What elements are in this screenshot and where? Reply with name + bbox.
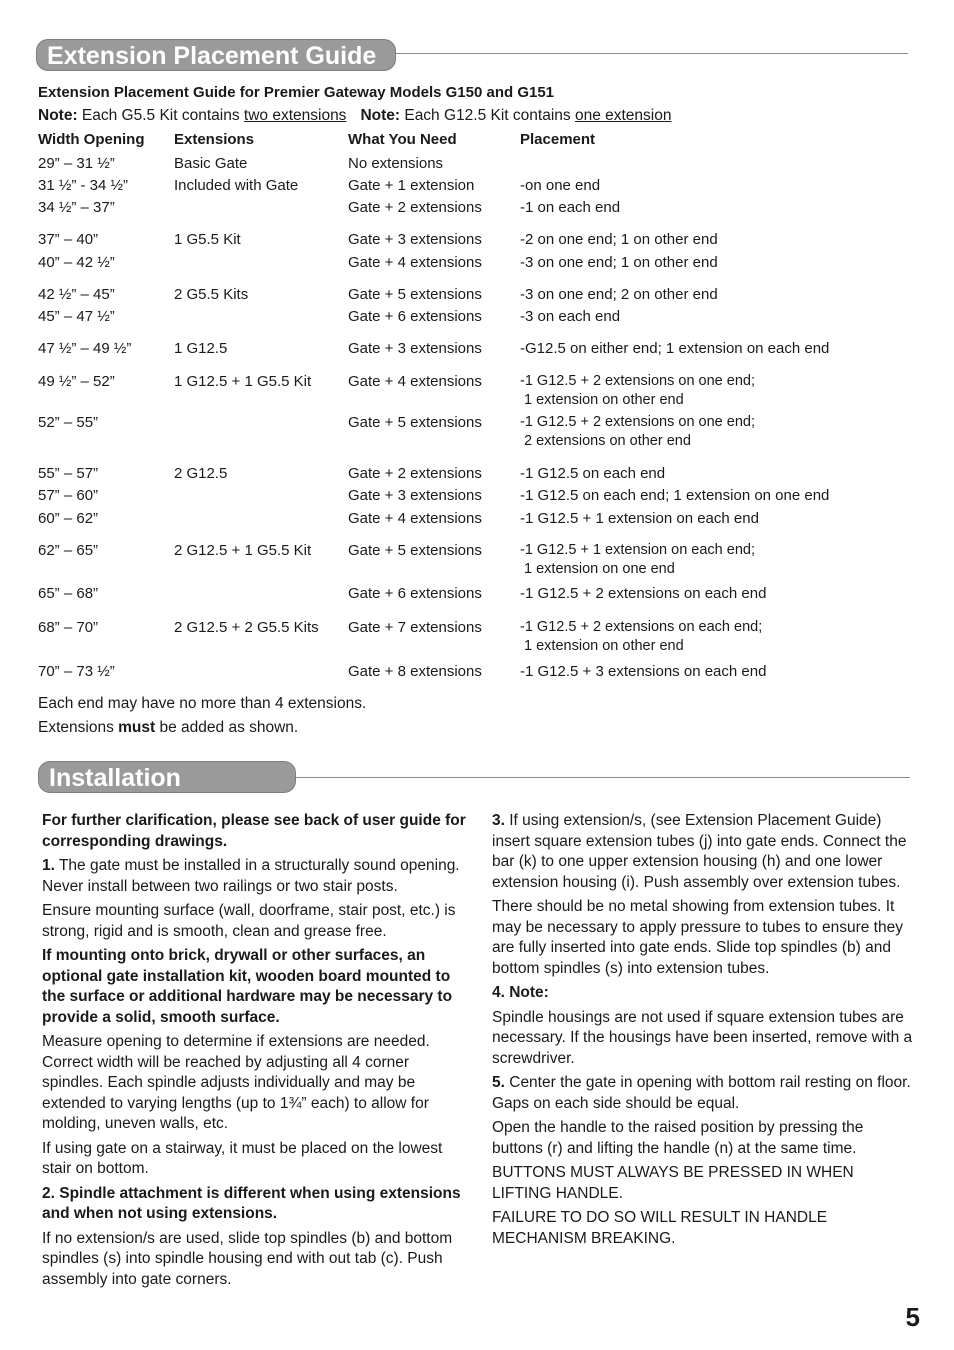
install-paragraph: [492, 1208, 917, 1249]
cell-width: [38, 230, 98, 250]
cell-need-text: Gate + 6 extensions: [348, 308, 482, 325]
install-paragraph: [492, 897, 917, 979]
cell-ext-text: 2 G12.5: [174, 465, 228, 482]
cell-width: [38, 154, 115, 174]
cell-need-text: Gate + 3 extensions: [348, 231, 482, 248]
cell-need: [348, 584, 482, 604]
paragraph-text: There should be no metal showing from extension tubes. It may be necessary to apply pressure to tubes to ensure they are fully inserted into gate ends. Slide top spindles (b) and bottom spindles (s) into extension tubes.: [492, 898, 903, 977]
cell-width: [38, 464, 98, 484]
cell-width: [38, 584, 98, 604]
cell-ext-text: 2 G5.5 Kits: [174, 286, 249, 303]
cell-ext-text: 2 G12.5 + 2 G5.5 Kits: [174, 619, 319, 636]
cell-need: [348, 253, 482, 273]
install-paragraph: [42, 1229, 467, 1291]
note1-label: Note:: [38, 107, 78, 124]
header-placement: Placement: [520, 131, 596, 148]
cell-place: [520, 618, 762, 656]
paragraph-text: If no extension/s are used, slide top spindles (b) and bottom spindles (s) into spindle housing end with out tab (c). Push assembly into gate corners.: [42, 1229, 453, 1288]
cell-width-text: 29” – 31 ½”: [38, 155, 115, 172]
cell-ext: [174, 618, 319, 638]
paragraph-text: FAILURE TO DO SO WILL RESULT IN HANDLE MECHANISM BREAKING.: [492, 1209, 828, 1247]
cell-width: [38, 541, 98, 561]
cell-place-text: -2 on one end; 1 on other end: [520, 231, 718, 248]
page-number: 5: [905, 1302, 920, 1332]
max-extensions-note: Each end may have no more than 4 extensions.: [38, 695, 367, 712]
paragraph-text: Spindle housings are not used if square extension tubes are necessary. If the housings have been inserted, remove with a screwdriver.: [492, 1008, 913, 1067]
paragraph-text: Ensure mounting surface (wall, doorframe, stair post, etc.) is strong, rigid and is smooth, clean and grease free.: [42, 902, 456, 940]
cell-place: [520, 509, 759, 529]
install-paragraph: [42, 856, 467, 897]
cell-place-text: -1 G12.5 + 2 extensions on one end;: [520, 414, 755, 430]
placement-section-title: Extension Placement Guide: [36, 39, 396, 71]
cell-ext-text: 1 G5.5 Kit: [174, 231, 241, 248]
paragraph-text: The gate must be installed in a structurally sound opening. Never install between two railings or two stair posts.: [42, 857, 460, 895]
note1-underline: two extensions: [243, 107, 347, 124]
cell-place: [520, 307, 620, 327]
step-number: 1.: [42, 857, 55, 874]
cell-width-text: 42 ½” – 45”: [38, 286, 115, 303]
install-paragraph: [492, 811, 917, 893]
paragraph-text: BUTTONS MUST ALWAYS BE PRESSED IN WHEN LIFTING HANDLE.: [492, 1164, 854, 1202]
paragraph-text: If using extension/s, (see Extension Placement Guide) insert square extension tubes (j) into gate ends. Connect the bar (k) to one upper extension housing (h) and one lower extension housing (i). Push assembly over extension tubes.: [492, 812, 907, 891]
cell-width: [38, 198, 115, 218]
cell-width: [38, 176, 128, 196]
cell-place: [520, 662, 766, 682]
cell-ext-text: 1 G12.5 + 1 G5.5 Kit: [174, 373, 312, 390]
cell-width-text: 60” – 62”: [38, 510, 99, 527]
must-add-note: [38, 719, 298, 737]
cell-place-text: -1 G12.5 + 2 extensions on each end: [520, 585, 767, 602]
cell-ext: [174, 339, 227, 359]
cell-need-text: Gate + 5 extensions: [348, 414, 482, 431]
install-paragraph: [42, 1032, 467, 1135]
cell-place-continued: 1 extension on other end: [520, 392, 684, 408]
cell-ext-text: Included with Gate: [174, 177, 299, 194]
cell-need: [348, 339, 482, 359]
install-paragraph: [492, 1008, 917, 1070]
cell-width: [38, 662, 115, 682]
cell-ext: [174, 541, 311, 561]
cell-need-text: Gate + 3 extensions: [348, 340, 482, 357]
installation-left-column: [42, 811, 467, 1294]
cell-place: [520, 230, 718, 250]
cell-place-text: -3 on each end: [520, 308, 621, 325]
cell-width-text: 70” – 73 ½”: [38, 663, 115, 680]
cell-place: [520, 584, 766, 604]
installation-section-title: Installation: [38, 761, 296, 793]
cell-ext-text: 2 G12.5 + 1 G5.5 Kit: [174, 542, 312, 559]
cell-need: [348, 464, 482, 484]
install-paragraph: [492, 983, 917, 1004]
cell-need-text: Gate + 7 extensions: [348, 619, 482, 636]
cell-need-text: Gate + 1 extension: [348, 177, 475, 194]
installation-right-column: [492, 811, 917, 1253]
cell-place: [520, 413, 755, 451]
section-divider: [396, 53, 908, 54]
cell-place-text: -1 G12.5 on each end; 1 extension on one end: [520, 487, 830, 504]
paragraph-text: If mounting onto brick, drywall or other surfaces, an optional gate installation kit, wooden board mounted to the surface or additional hardware may be necessary to provide a solid, smooth surface.: [42, 947, 453, 1026]
note2-label: Note:: [360, 107, 401, 124]
install-paragraph: [492, 1163, 917, 1204]
paragraph-text: Open the handle to the raised position by pressing the buttons (r) and lifting the handle (n) at the same time.: [492, 1119, 864, 1157]
cell-width-text: 40” – 42 ½”: [38, 254, 115, 271]
kit-notes: [38, 107, 671, 125]
cell-width-text: 37” – 40”: [38, 231, 99, 248]
cell-need: [348, 662, 482, 682]
cell-need: [348, 509, 482, 529]
cell-width-text: 65” – 68”: [38, 585, 99, 602]
cell-place: [520, 464, 665, 484]
cell-width-text: 45” – 47 ½”: [38, 308, 115, 325]
cell-ext: [174, 230, 241, 250]
cell-width: [38, 372, 115, 392]
cell-need-text: Gate + 4 extensions: [348, 254, 482, 271]
header-extensions: Extensions: [174, 131, 255, 148]
cell-need: [348, 285, 482, 305]
install-paragraph: [42, 1139, 467, 1180]
paragraph-text: If using gate on a stairway, it must be placed on the lowest stair on bottom.: [42, 1139, 443, 1177]
cell-place-text: -1 G12.5 + 2 extensions on one end;: [520, 373, 755, 389]
note2-text: Each G12.5 Kit contains: [400, 107, 575, 124]
cell-need: [348, 154, 443, 174]
cell-place: [520, 541, 755, 579]
cell-place-text: -1 G12.5 + 1 extension on each end;: [520, 542, 755, 558]
cell-ext: [174, 285, 248, 305]
cell-width-text: 47 ½” – 49 ½”: [38, 340, 132, 357]
cell-width: [38, 618, 98, 638]
note1-text: Each G5.5 Kit contains: [77, 107, 244, 124]
cell-width-text: 68” – 70”: [38, 619, 99, 636]
cell-place-text: -3 on one end; 1 on other end: [520, 254, 718, 271]
cell-width-text: 31 ½” - 34 ½”: [38, 177, 129, 194]
cell-ext: [174, 372, 311, 392]
cell-need-text: Gate + 4 extensions: [348, 510, 482, 527]
cell-place: [520, 253, 718, 273]
must-add-b: must: [118, 719, 156, 736]
cell-ext-text: 1 G12.5: [174, 340, 228, 357]
cell-need-text: Gate + 2 extensions: [348, 199, 482, 216]
cell-need: [348, 618, 482, 638]
cell-need-text: Gate + 2 extensions: [348, 465, 482, 482]
cell-need: [348, 541, 482, 561]
cell-place-text: -1 on each end: [520, 199, 621, 216]
cell-place: [520, 285, 718, 305]
paragraph-text: Center the gate in opening with bottom rail resting on floor. Gaps on each side should be equal.: [492, 1074, 911, 1112]
cell-need-text: Gate + 5 extensions: [348, 286, 482, 303]
cell-need: [348, 307, 482, 327]
cell-width: [38, 413, 98, 433]
install-paragraph: [42, 1184, 467, 1225]
paragraph-text: Measure opening to determine if extensions are needed. Correct width will be reached by adjusting all 4 corner spindles. Each spindle adjusts individually and may be extended to varying lengths (up to 1¾” each) to allow for molding, uneven walls, etc.: [42, 1033, 430, 1132]
cell-width-text: 57” – 60”: [38, 487, 99, 504]
must-add-a: Extensions: [38, 719, 119, 736]
installation-section-header: [38, 761, 910, 795]
cell-place-text: -1 G12.5 + 1 extension on each end: [520, 510, 759, 527]
cell-width: [38, 339, 131, 359]
header-what-you-need: What You Need: [348, 131, 457, 148]
cell-place-text: -1 G12.5 + 3 extensions on each end: [520, 663, 767, 680]
cell-need-text: Gate + 4 extensions: [348, 373, 482, 390]
guide-subtitle: Extension Placement Guide for Premier Gateway Models G150 and G151: [38, 84, 555, 101]
cell-width: [38, 285, 115, 305]
cell-ext: [174, 154, 247, 174]
cell-need-text: Gate + 3 extensions: [348, 487, 482, 504]
install-paragraph: [492, 1118, 917, 1159]
cell-width-text: 49 ½” – 52”: [38, 373, 115, 390]
cell-need: [348, 486, 482, 506]
cell-width: [38, 253, 115, 273]
cell-place: [520, 486, 829, 506]
cell-need-text: Gate + 8 extensions: [348, 663, 482, 680]
install-paragraph: [492, 1073, 917, 1114]
cell-place-text: -G12.5 on either end; 1 extension on each end: [520, 340, 830, 357]
cell-place: [520, 176, 600, 196]
placement-section-header: [36, 39, 908, 73]
cell-place: [520, 339, 829, 359]
cell-place-continued: 2 extensions on other end: [520, 433, 691, 449]
cell-place-continued: 1 extension on one end: [520, 561, 675, 577]
cell-ext-text: Basic Gate: [174, 155, 248, 172]
step-number: 5.: [492, 1074, 505, 1091]
header-width-opening: Width Opening: [38, 131, 145, 148]
cell-width: [38, 509, 98, 529]
paragraph-text: 2. Spindle attachment is different when using extensions and when not using extensions.: [42, 1184, 461, 1222]
cell-need: [348, 198, 482, 218]
paragraph-text: For further clarification, please see back of user guide for corresponding drawings.: [42, 812, 466, 850]
cell-ext: [174, 176, 298, 196]
cell-need: [348, 413, 482, 433]
cell-place-continued: 1 extension on other end: [520, 638, 684, 654]
note2-underline: one extension: [574, 107, 672, 124]
cell-place: [520, 372, 755, 410]
cell-place-text: -1 G12.5 on each end: [520, 465, 666, 482]
must-add-c: be added as shown.: [155, 719, 299, 736]
cell-place-text: -on one end: [520, 177, 601, 194]
cell-width: [38, 307, 115, 327]
step-number: 3.: [492, 812, 505, 829]
cell-place: [520, 198, 620, 218]
cell-place-text: -1 G12.5 + 2 extensions on each end;: [520, 619, 763, 635]
cell-width-text: 62” – 65”: [38, 542, 99, 559]
paragraph-text: 4. Note:: [492, 984, 549, 1001]
cell-need-text: Gate + 6 extensions: [348, 585, 482, 602]
cell-need: [348, 176, 474, 196]
cell-need-text: No extensions: [348, 155, 444, 172]
cell-need-text: Gate + 5 extensions: [348, 542, 482, 559]
cell-width-text: 34 ½” – 37”: [38, 199, 115, 216]
cell-need: [348, 372, 482, 392]
section-divider: [296, 777, 910, 778]
cell-place-text: -3 on one end; 2 on other end: [520, 286, 718, 303]
install-paragraph: [42, 946, 467, 1028]
cell-width-text: 55” – 57”: [38, 465, 99, 482]
cell-width: [38, 486, 98, 506]
cell-ext: [174, 464, 227, 484]
install-paragraph: [42, 811, 467, 852]
cell-width-text: 52” – 55”: [38, 414, 99, 431]
install-paragraph: [42, 901, 467, 942]
cell-need: [348, 230, 482, 250]
